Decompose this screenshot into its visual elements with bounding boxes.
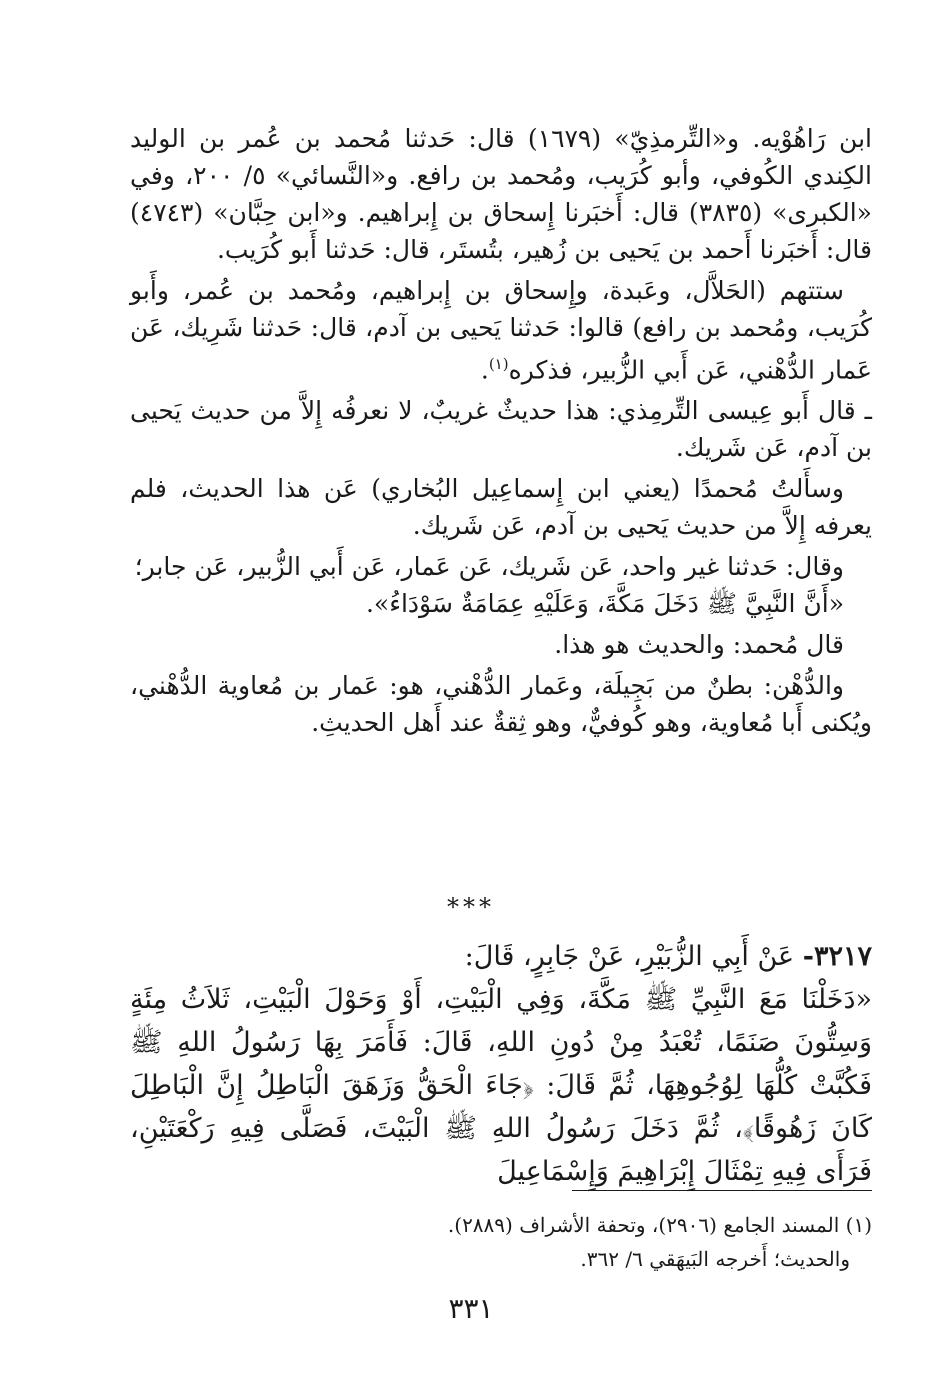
footnote-1-continued: والحديث؛ أَخرجه البَيهَقي ٦/ ٣٦٢. xyxy=(580,1247,850,1271)
hadith-header xyxy=(130,935,872,978)
paragraph-narration: وقال: حَدثنا غير واحد، عَن شَريك، عَن عَمار، عَن أَبي الزُّبير، عَن جابر؛ xyxy=(134,552,844,582)
paragraph-duhn: والدُّهْن: بطنٌ من بَجِيلَة، وعَمار الدُّهْني، هو: عَمار بن مُعاوية الدُّهْني، ويُكنى أَبا مُعاوية، وهو كُوفيٌّ، وهو ثِقةٌ عند أَهل الحديثِ. xyxy=(130,671,872,738)
paragraph-chain: ستتهم (الحَلاَّل، وعَبدة، وإِسحاق بن إِبراهيم، ومُحمد بن عُمر، وأَبو كُرَيب، ومُحمد بن رافع) قالوا: حَدثنا يَحيى بن آدم، قال: حَدثنا شَرِيك، عَن عَمار الدُّهْني، عَن أَبي الزُّبير، فذكره$^{(١)}$. xyxy=(130,276,872,385)
section-separator: *** xyxy=(447,893,495,921)
paragraph-muhammad: قال مُحمد: والحديث هو هذا. xyxy=(554,630,844,660)
hadith-3217 xyxy=(130,935,872,1193)
footnotes xyxy=(130,1208,872,1276)
main-text xyxy=(130,120,872,741)
paragraph-tirmidhi: ـ قال أَبو عِيسى التِّرمِذي: هذا حديثٌ غريبٌ، لا نعرفُه إِلاَّ من حديث يَحيى بن آدم، عَن شَريك. xyxy=(130,396,872,463)
footnote-marker[interactable]: (١) xyxy=(488,355,509,373)
hadith-chain: عَنْ أَبِي الزُّبَيْرِ، عَنْ جَابِرٍ، قَالَ: xyxy=(464,941,795,972)
chain-text: ستتهم (الحَلاَّل، وعَبدة، وإِسحاق بن إِبراهيم، ومُحمد بن عُمر، وأَبو كُرَيب، ومُحمد بن رافع) قالوا: حَدثنا يَحيى بن آدم، قال: حَدثنا شَرِيك، عَن عَمار الدُّهْني، عَن أَبي الزُّبير، فذكره xyxy=(130,276,872,385)
hadith-text: «دَخَلْنَا مَعَ النَّبِيِّ ﷺ مَكَّةَ، وَفِي الْبَيْتِ، أَوْ وَحَوْلَ الْبَيْتِ، ثَلاَثُ مِئَةٍ وَسِتُّونَ صَنَمًا، تُعْبَدُ مِنْ دُونِ اللهِ، قَالَ: فَأَمَرَ بِهَا رَسُولُ اللهِ ﷺ فَكُبَّتْ كُلُّهَا لِوُجُوهِهَا، ثُمَّ قَالَ: ﴿جَاءَ الْحَقُّ وَزَهَقَ الْبَاطِلُ إِنَّ الْبَاطِلَ كَانَ زَهُوقًا﴾، ثُمَّ دَخَلَ رَسُولُ اللهِ ﷺ الْبَيْتَ، فَصَلَّى فِيهِ رَكْعَتَيْنِ، فَرَأَى فِيهِ تِمْثَالَ إِبْرَاهِيمَ وَإِسْمَاعِيلَ xyxy=(130,984,872,1187)
paragraph-hadith-quote: «أَنَّ النَّبِيَّ ﷺ دَخَلَ مَكَّةَ، وَعَلَيْهِ عِمَامَةٌ سَوْدَاءُ». xyxy=(365,589,844,619)
page-number: ٣٣١ xyxy=(448,1292,494,1325)
footnote-divider xyxy=(572,1190,872,1191)
footnote-1: (١) المسند الجامع (٢٩٠٦)، وتحفة الأشراف (٢٨٨٩). xyxy=(447,1213,872,1237)
hadith-number: ٣٢١٧- xyxy=(802,941,872,972)
paragraph-sources: ابن رَاهُوْيه. و«التِّرمذِيّ» (١٦٧٩) قال: حَدثنا مُحمد بن عُمر بن الوليد الكِندي الكُوفي، وأبو كُرَيب، ومُحمد بن رافع. و«النَّسائي» ٥/ ٢٠٠، وفي «الكبرى» (٣٨٣٥) قال: أَخبَرنا إِسحاق بن إِبراهيم. و«ابن حِبَّان» (٤٧٤٣) قال: أَخبَرنا أَحمد بن يَحيى بن زُهير، بتُستَر، قال: حَدثنا أَبو كُرَيب. xyxy=(130,124,872,264)
paragraph-bukhari: وسأَلتُ مُحمدًا (يعني ابن إِسماعِيل البُخاري) عَن هذا الحديث، فلم يعرفه إِلاَّ من حديث يَحيى بن آدم، عَن شَريك. xyxy=(130,474,872,541)
